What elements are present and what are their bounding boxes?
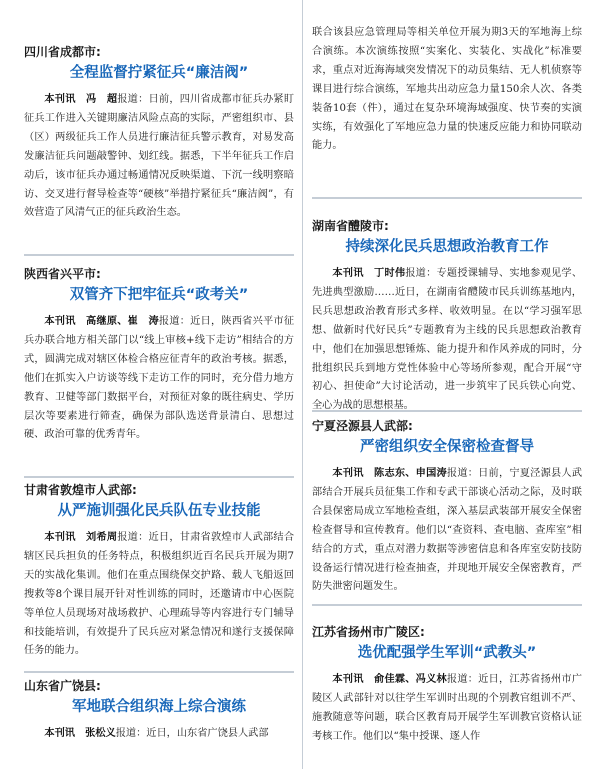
section-divider — [312, 410, 582, 412]
article-title: 持续深化民兵思想政治教育工作 — [345, 239, 549, 255]
section-divider — [24, 671, 294, 673]
article-title: 军地联合组织海上综合演练 — [72, 699, 246, 715]
article-title: 双管齐下把牢征兵“政考关” — [69, 287, 249, 303]
article-title: 严密组织安全保密检查督导 — [360, 439, 534, 455]
article-byline: 本刊讯 俞佳霖、冯义林 — [332, 674, 447, 685]
section-divider — [24, 254, 294, 256]
section-divider — [24, 476, 294, 478]
article-byline: 本刊讯 陈志东、申国涛 — [332, 468, 447, 479]
article-chengdu — [24, 44, 294, 223]
article-guangrao-continued — [312, 24, 582, 156]
article-text: 报道：近日，江苏省扬州市广陵区人武部针对以往学生军训时出现的个别教官组训不严、施教随意等问题，联合区教育局开展学生军训教官资格认证考核工作。他们以“集中授课、逐人作 — [312, 674, 583, 742]
article-body — [312, 671, 582, 747]
article-body — [312, 465, 582, 597]
article-text: 报道：日前，宁夏泾源县人武部结合开展兵员征集工作和专武干部谈心活动之际，及时联合县保密局成立军地检查组，深入基层武装部开展安全保密检查督导和宣传教育。他们以“查资料、查电脑、查库室”相结合的方式，重点对潜力数据等涉密信息和各库室安防技防设备运行情况进行检查抽查，并现地开展安全保密教育，严防失泄密问题发生。 — [312, 468, 583, 593]
article-dunhuang — [24, 482, 294, 661]
article-region: 山东省广饶县: — [24, 679, 101, 693]
article-title: 全程监督拧紧征兵“廉洁阀” — [69, 65, 249, 81]
article-liling — [312, 218, 582, 416]
left-column — [24, 0, 294, 769]
article-title: 从严施训强化民兵队伍专业技能 — [57, 503, 261, 519]
column-divider — [302, 0, 303, 769]
right-column — [312, 0, 582, 769]
article-text: 报道：近日，甘肃省敦煌市人武部结合辖区民兵担负的任务特点，积极组织近百名民兵开展为期7天的实战化集训。他们在重点围绕保交护路、载人飞船返回搜救等8个课目展开针对性训练的同时，还邀请市中心医院等单位人员现场对战场救护、心理疏导等内容进行专门辅导和技能培训，有效提升了民兵应对紧急情况和遂行支援保障任务的能力。 — [24, 532, 295, 657]
section-divider — [312, 604, 582, 606]
article-region: 江苏省扬州市广陵区: — [312, 625, 425, 639]
section-divider — [312, 197, 582, 199]
article-jingyuan — [312, 418, 582, 597]
article-text: 报道：专题授课辅导、实地参观见学、先进典型激励……近日，在湖南省醴陵市民兵训练基地内，民兵思想政治教育形式多样、收效明显。在以“学习强军思想、做新时代好民兵”专题教育为主线的民兵思想政治教育中，他们在加强思想锤炼、能力提升和作风养成的同时，分批组织民兵到地方党性体验中心等场所参观，配合开展“守初心、担使命”大讨论活动，进一步筑牢了民兵铁心向党、全心为战的思想根基。 — [312, 268, 583, 412]
article-byline: 本刊讯 刘希周 — [44, 532, 118, 543]
article-body — [24, 725, 294, 744]
article-region: 宁夏泾源县人武部: — [312, 419, 413, 433]
article-body — [24, 529, 294, 661]
article-byline: 本刊讯 丁时伟 — [332, 268, 406, 279]
article-byline: 本刊讯 冯 超 — [44, 94, 118, 105]
article-body-continued: 联合该县应急管理局等相关单位开展为期3天的军地海上综合演练。本次演练按照“实案化、实装化、实战化”标准要求，重点对近海海域突发情况下的动员集结、无人机侦察等课目进行综合演练，军地共出动应急力量150余人次、各类装备10套（件），通过在复杂环境海域强度、快节奏的实演实练，有效强化了军地应急力量的快速反应能力和协同联动能力。 — [312, 27, 582, 152]
article-region: 陕西省兴平市: — [24, 267, 101, 281]
article-xingping — [24, 266, 294, 445]
article-body — [24, 91, 294, 223]
article-text: 报道：近日，山东省广饶县人武部 — [115, 728, 269, 739]
article-body — [312, 265, 582, 416]
article-title: 选优配强学生军训“武教头” — [357, 645, 537, 661]
article-byline: 本刊讯 高继原、崔 涛 — [44, 316, 159, 327]
article-body — [24, 313, 294, 445]
article-byline: 本刊讯 张松义 — [44, 728, 116, 739]
article-guangrao — [24, 678, 294, 744]
article-guangling — [312, 624, 582, 747]
article-region: 四川省成都市: — [24, 45, 101, 59]
article-region: 甘肃省敦煌市人武部: — [24, 483, 137, 497]
article-region: 湖南省醴陵市: — [312, 219, 389, 233]
article-text: 报道：日前，四川省成都市征兵办紧盯征兵工作进入关键期廉洁风险点高的实际，严密组织市、县（区）两级征兵工作人员进行廉洁征兵警示教育，对易发高发廉洁征兵问题敲警钟、划红线。据悉，下半年征兵工作启动后，该市征兵办通过畅通情况反映渠道、下沉一线明察暗访、交叉进行督导检查等“硬核”举措拧紧征兵“廉洁阀”，有效营造了风清气正的征兵政治生态。 — [24, 94, 295, 219]
article-text: 报道：近日，陕西省兴平市征兵办联合地方相关部门以“线上审核+线下走访”相结合的方式，圆满完成对辖区体检合格应征青年的政治考核。据悉，他们在抓实入户访谈等线下走访工作的同时，充分借力地方教育、卫健等部门数据平台，对预征对象的既往病史、学历层次等要素进行筛查，确保为部队选送背景清白、思想过硬、政治可靠的优秀青年。 — [24, 316, 295, 441]
